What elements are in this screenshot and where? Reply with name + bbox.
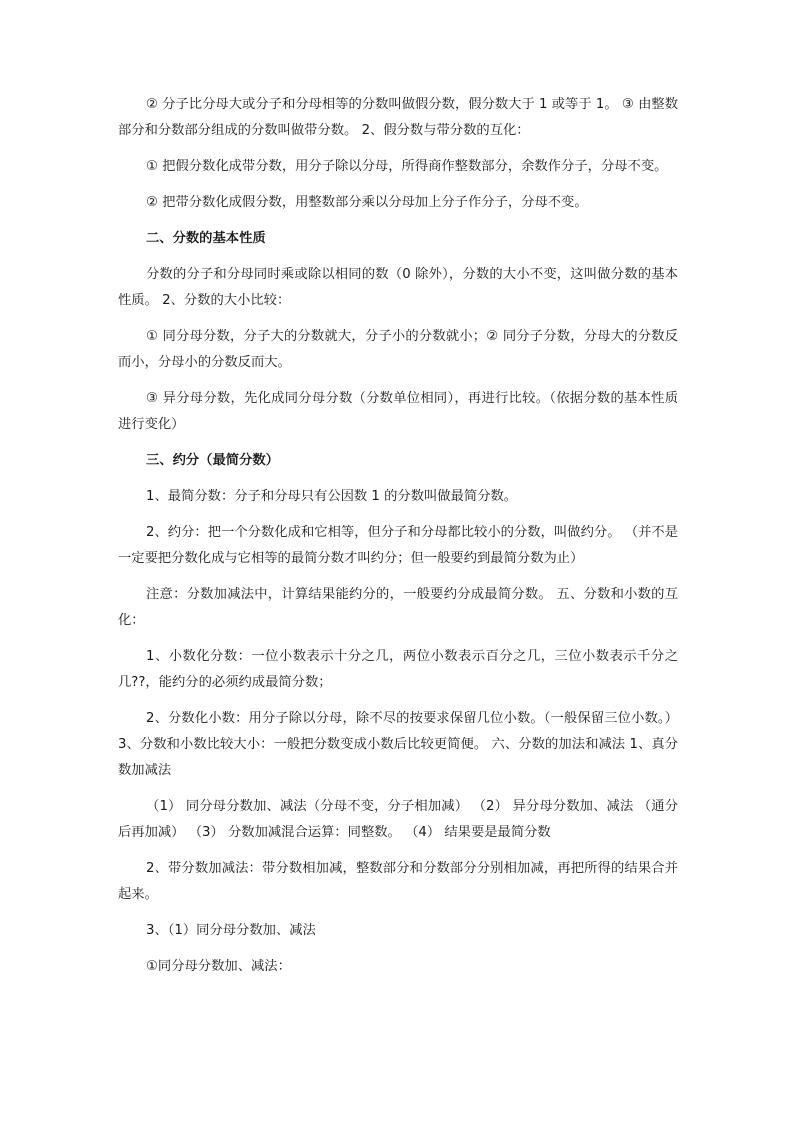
- paragraph-improper-to-mixed: ① 把假分数化成带分数，用分子除以分母，所得商作整数部分，余数作分子，分母不变。: [146, 159, 668, 174]
- paragraph-compare-same-denominator: ① 同分母分数，分子大的分数就大，分子小的分数就小；② 同分子分数，分母大的分数反而小，分母小的分数反而大。: [118, 329, 678, 370]
- paragraph-mixed-add-subtract: 2、带分数加减法：带分数相加减，整数部分和分数部分分别相加减，再把所得的结果合并起来。: [118, 861, 678, 902]
- paragraph-basic-property: 分数的分子和分母同时乘或除以相同的数（0 除外），分数的大小不变，这叫做分数的基本性质。 2、分数的大小比较：: [118, 267, 678, 308]
- paragraph-improper-fraction: ② 分子比分母大或分子和分母相等的分数叫做假分数，假分数大于 1 或等于 1。 ③ 由整数部分和分数部分组成的分数叫做带分数。 2、假分数与带分数的互化：: [118, 97, 678, 138]
- heading-reduction: 三、约分（最简分数）: [146, 453, 279, 468]
- paragraph-decimal-to-fraction: 1、小数化分数：一位小数表示十分之几，两位小数表示百分之几，三位小数表示千分之几??，能约分的必须约成最简分数；: [118, 649, 678, 690]
- paragraph-simplest-fraction: 1、最简分数：分子和分母只有公因数 1 的分数叫做最简分数。: [146, 489, 518, 504]
- paragraph-fraction-to-decimal: 2、分数化小数：用分子除以分母，除不尽的按要求保留几位小数。（一般保留三位小数。） 3、分数和小数比较大小：一般把分数变成小数后比较更简便。 六、分数的加法和减法 1、真分数加减法: [118, 711, 683, 778]
- document-page: [118, 92, 683, 990]
- paragraph-compare-different-denominator: ③ 异分母分数，先化成同分母分数（分数单位相同），再进行比较。（依据分数的基本性质进行变化）: [118, 391, 678, 432]
- paragraph-same-denominator-title: 3、（1）同分母分数加、减法: [146, 923, 316, 938]
- paragraph-mixed-to-improper: ② 把带分数化成假分数，用整数部分乘以分母加上分子作分子，分母不变。: [146, 195, 588, 210]
- paragraph-add-subtract-rules: （1） 同分母分数加、减法（分母不变，分子相加减） （2） 异分母分数加、减法 （通分后再加减） （3） 分数加减混合运算：同整数。 （4） 结果要是最简分数: [118, 799, 678, 840]
- heading-basic-property: 二、分数的基本性质: [146, 231, 266, 246]
- paragraph-note: 注意：分数加减法中，计算结果能约分的，一般要约分成最简分数。 五、分数和小数的互化：: [118, 587, 678, 628]
- paragraph-same-denominator-subtitle: ①同分母分数加、减法：: [146, 959, 291, 974]
- paragraph-reduction: 2、约分：把一个分数化成和它相等，但分子和分母都比较小的分数，叫做约分。 （并不是一定要把分数化成与它相等的最简分数才叫约分；但一般要约到最简分数为止）: [118, 525, 678, 566]
